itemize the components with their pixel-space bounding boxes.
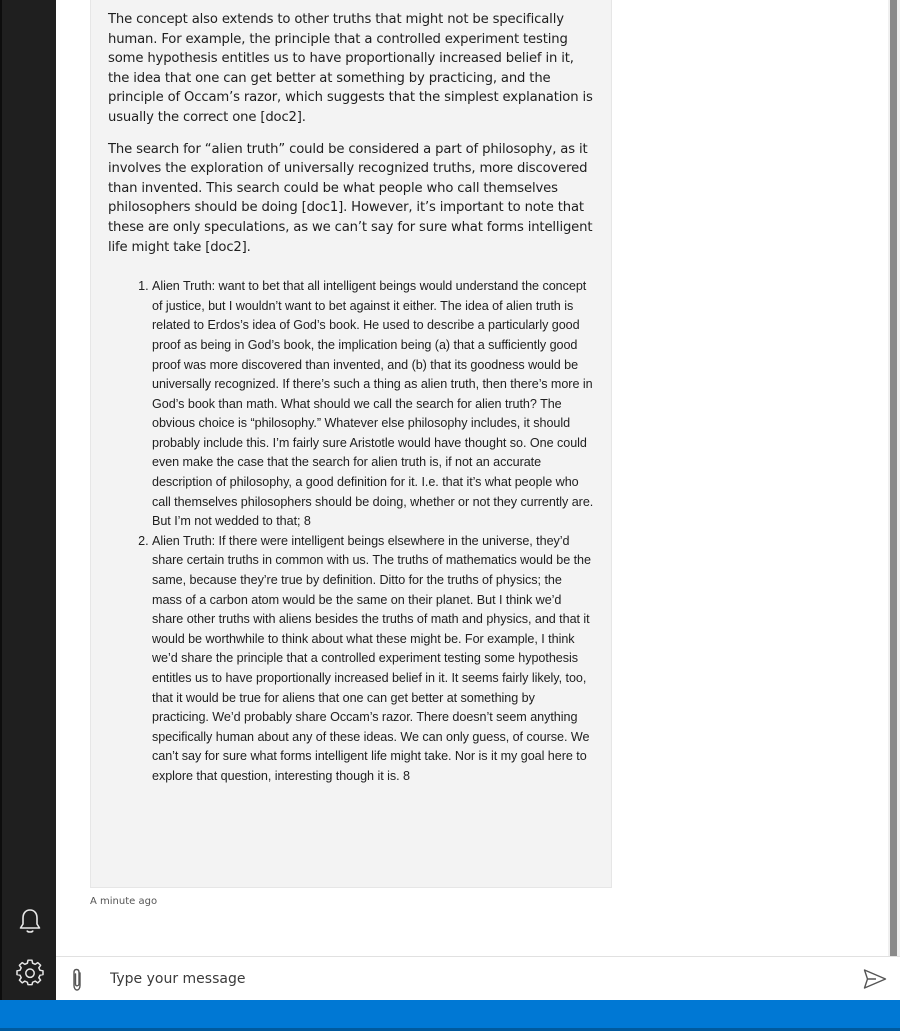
gear-icon[interactable] [14, 957, 46, 989]
send-icon[interactable] [862, 967, 888, 991]
message-input[interactable] [102, 963, 858, 995]
chat-scrollbar[interactable] [888, 0, 900, 956]
chat-transcript [56, 0, 888, 956]
citation-item: 1. Alien Truth: want to bet that all intelligent beings would understand the concept of justice, but I wouldn’t want to bet against it either. The idea of alien truth is related to Erdos’s idea of God’s book. He used to describe a particularly good proof as being in God’s book, the implication being (a) that a sufficiently good proof was more discovered than invented, and (b) that its goodness would be universally recognized. If there’s such a thing as alien truth, then there’s more in God’s book than math. What should we call the search for alien truth? The obvious choice is “philosophy.” Whatever else philosophy includes, it should probably include this. I’m fairly sure Aristotle would have thought so. One could even make the case that the search for alien truth is, if not an accurate description of philosophy, a good definition for it. I.e. that it’s what people who call themselves philosophers should be doing, whether or not they currently are. But I’m not wedded to that; 8 [152, 277, 595, 532]
bell-icon[interactable] [14, 905, 46, 937]
message-paragraph: The search for “alien truth” could be considered a part of philosophy, as it involves the exploration of universally recognized truths, more discovered than invented. This search could be what people who call themselves philosophers should be doing [doc1]. However, it’s important to note that these are only speculations, as we can’t say for sure what forms intelligent life might take [doc2]. [108, 141, 593, 255]
message-timestamp: A minute ago [90, 896, 158, 907]
accent-bar [0, 1000, 900, 1031]
paperclip-icon[interactable] [66, 967, 88, 993]
citation-list [108, 277, 595, 786]
message-paragraph: The concept also extends to other truths that might not be specifically human. For example, the principle that a controlled experiment testing some hypothesis entitles us to have proportionally increased belief in it, the idea that one can get better at something by practicing, and the principle of Occam’s razor, which suggests that the simplest explanation is usually the correct one [doc2]. [108, 12, 593, 125]
citation-item: 2. Alien Truth: If there were intelligent beings elsewhere in the universe, they’d share certain truths in common with us. The truths of mathematics would be the same, because they’re true by definition. Ditto for the truths of physics; the mass of a carbon atom would be the same on their planet. But I think we’d share other truths with aliens besides the truths of math and physics, and that it would be worthwhile to think about what these might be. For example, I think we’d share the principle that a controlled experiment testing some hypothesis entitles us to have proportionally increased belief in it. It seems fairly likely, too, that it would be true for aliens that one can get better at something by practicing. We’d probably share Occam’s razor. There doesn’t seem anything specifically human about any of these ideas. We can only guess, of course. We can’t say for sure what forms intelligent life might take. Nor is it my goal here to explore that question, interesting though it is. 8 [152, 532, 595, 787]
left-rail [0, 0, 56, 1000]
bot-message-bubble [90, 0, 612, 888]
message-composer [56, 956, 900, 1000]
scroll-thumb[interactable] [890, 0, 897, 956]
